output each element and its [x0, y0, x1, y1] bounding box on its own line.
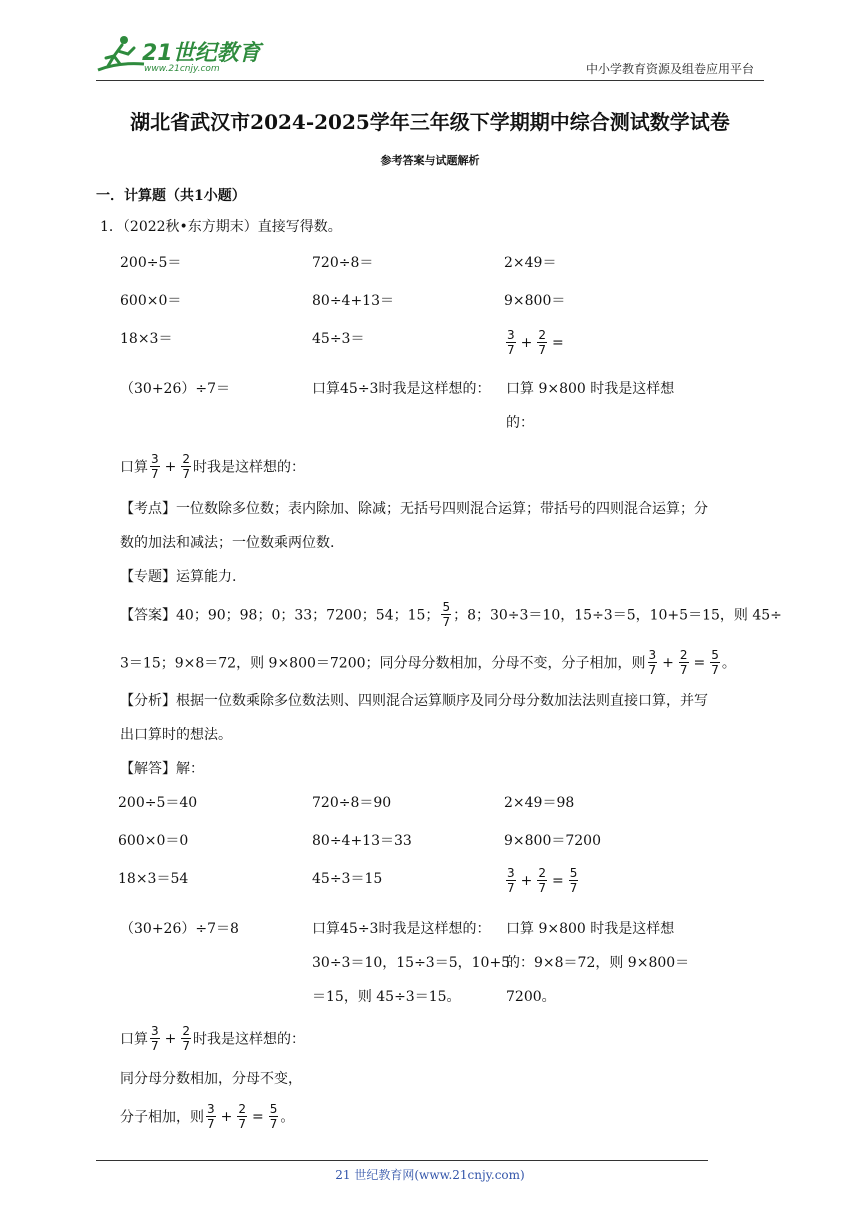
- expr: 30÷3＝10，15÷3＝5，10+5: [312, 955, 511, 971]
- footer-rule: [96, 1160, 708, 1161]
- expr: 80÷4+13＝: [312, 293, 394, 309]
- zhuanti: 【专题】运算能力.: [120, 569, 237, 585]
- jieda: 【解答】解：: [120, 761, 204, 777]
- fraction: $\frac{5}{7}$: [569, 866, 578, 895]
- fraction: $\frac{3}{7}$: [151, 452, 159, 481]
- question-row-3: [120, 326, 760, 352]
- fraction: $\frac{5}{7}$: [269, 1102, 278, 1131]
- fraction: $\frac{5}{7}$: [442, 600, 451, 629]
- expr: 口算 9×800 时我是这样想: [506, 921, 675, 937]
- fraction: $\frac{2}{7}$: [538, 328, 547, 357]
- kousuan-solution: 口算 $\frac{3}{7}$ + $\frac{2}{7}$ 时我是这样想的：: [120, 1024, 306, 1053]
- platform-name: 中小学教育资源及组卷应用平台: [585, 62, 754, 76]
- answer-line-2: 3＝15；9×8＝72，则 9×800＝7200；同分母分数相加，分母不变，分子相加，则 $\frac{3}{7}$ + $\frac{2}{7}$ = $\frac{5}{7}$ 。: [120, 648, 736, 677]
- expr: 的：9×8＝72，则 9×800＝: [506, 955, 690, 971]
- page-title: 湖北省武汉市2024-2025学年三年级下学期期中综合测试数学试卷: [130, 110, 730, 134]
- solution-row-4c: [120, 984, 760, 1010]
- question-row-2: [120, 288, 760, 314]
- fraction: $\frac{3}{7}$: [648, 648, 657, 677]
- expr: 45÷3＝: [312, 331, 365, 347]
- fraction: $\frac{2}{7}$: [238, 1102, 247, 1131]
- page-subtitle: 参考答案与试题解析: [380, 154, 480, 167]
- jieda-label: 【解答】: [120, 761, 176, 777]
- expr: （30+26）÷7＝8: [120, 921, 239, 937]
- expr: ＝15，则 45÷3＝15。: [312, 989, 461, 1005]
- fraction: $\frac{3}{7}$: [207, 1102, 215, 1131]
- expr: 9×800＝7200: [504, 833, 601, 849]
- question-row-1: [120, 250, 760, 276]
- solution-row-4: [120, 916, 760, 942]
- expr: 18×3＝: [120, 331, 173, 347]
- section-heading: 一．计算题（共1小题）: [96, 188, 246, 204]
- solution-row-2: [118, 828, 758, 854]
- expr: 口算 9×800 时我是这样想: [506, 381, 675, 397]
- fraction: $\frac{2}{7}$: [182, 452, 191, 481]
- expr: 7200。: [506, 989, 556, 1005]
- logo-text: 21世纪教育: [142, 41, 261, 66]
- expr: （30+26）÷7＝: [120, 381, 230, 397]
- fraction: $\frac{2}{7}$: [182, 1024, 191, 1053]
- expr: 600×0＝: [120, 293, 182, 309]
- footer-link[interactable]: 21 世纪教育网(www.21cnjy.com): [335, 1168, 525, 1182]
- expr: 720÷8＝: [312, 255, 374, 271]
- expr: 9×800＝: [504, 293, 566, 309]
- solution-text-a: 同分母分数相加，分母不变，: [120, 1071, 302, 1087]
- fenxi-cont: 出口算时的想法。: [120, 727, 232, 743]
- fraction: $\frac{3}{7}$: [151, 1024, 159, 1053]
- kousuan-line: 口算 $\frac{3}{7}$ + $\frac{2}{7}$ 时我是这样想的：: [120, 452, 306, 481]
- question-row-4: [120, 376, 760, 402]
- question-stem: 1．（2022秋•东方期末）直接写得数。: [100, 219, 342, 235]
- fraction: $\frac{3}{7}$: [507, 328, 515, 357]
- solution-row-3: [118, 866, 758, 892]
- expr: 口算45÷3时我是这样想的：: [312, 921, 491, 937]
- expr: 80÷4+13＝33: [312, 833, 412, 849]
- fraction: $\frac{3}{7}$: [507, 866, 515, 895]
- expr: 18×3＝54: [118, 871, 189, 887]
- expr: 2×49＝: [504, 255, 557, 271]
- logo-url: www.21cnjy.com: [144, 64, 220, 74]
- expr: 45÷3＝15: [312, 871, 383, 887]
- solution-row-1: [118, 790, 758, 816]
- answer-label: 【答案】: [120, 607, 176, 624]
- solution-text-b: 分子相加，则 $\frac{3}{7}$ + $\frac{2}{7}$ = $\frac{5}{7}$ 。: [120, 1102, 295, 1131]
- kaodian: 【考点】一位数除多位数；表内除加、除减；无括号四则混合运算；带括号的四则混合运算；分: [120, 501, 708, 517]
- fenxi-label: 【分析】: [120, 693, 176, 709]
- kaodian-cont: 数的加法和减法；一位数乘两位数.: [120, 535, 335, 551]
- question-row-4b: [506, 410, 534, 436]
- expr: 720÷8＝90: [312, 795, 392, 811]
- header-rule: [96, 80, 764, 81]
- kaodian-label: 【考点】: [120, 501, 176, 517]
- header-logo: [94, 34, 264, 78]
- expr: 200÷5＝40: [118, 795, 198, 811]
- fraction-expr: $\frac{3}{7}$ + $\frac{2}{7}$ =: [507, 328, 564, 357]
- zhuanti-label: 【专题】: [120, 569, 176, 585]
- fraction-solution: $\frac{3}{7}$ + $\frac{2}{7}$ = $\frac{5}{7}$: [507, 866, 578, 895]
- expr: 2×49＝98: [504, 795, 575, 811]
- fenxi: 【分析】根据一位数乘除多位数法则、四则混合运算顺序及同分母分数加法法则直接口算，并写: [120, 693, 708, 709]
- fraction: $\frac{5}{7}$: [711, 648, 719, 677]
- expr: 600×0＝0: [118, 833, 189, 849]
- expr: 200÷5＝: [120, 255, 182, 271]
- fraction: $\frac{2}{7}$: [538, 866, 547, 895]
- answer-line-1: 【答案】40；90；98；0；33；7200；54；15； $\frac{5}{7}$ ；8；30÷3＝10，15÷3＝5，10+5＝15，则 45÷: [120, 600, 782, 629]
- running-man-icon: [94, 34, 148, 76]
- expr: 口算45÷3时我是这样想的：: [312, 381, 491, 397]
- solution-row-4b: [120, 950, 760, 976]
- fraction: $\frac{2}{7}$: [679, 648, 688, 677]
- expr: 的：: [506, 415, 534, 431]
